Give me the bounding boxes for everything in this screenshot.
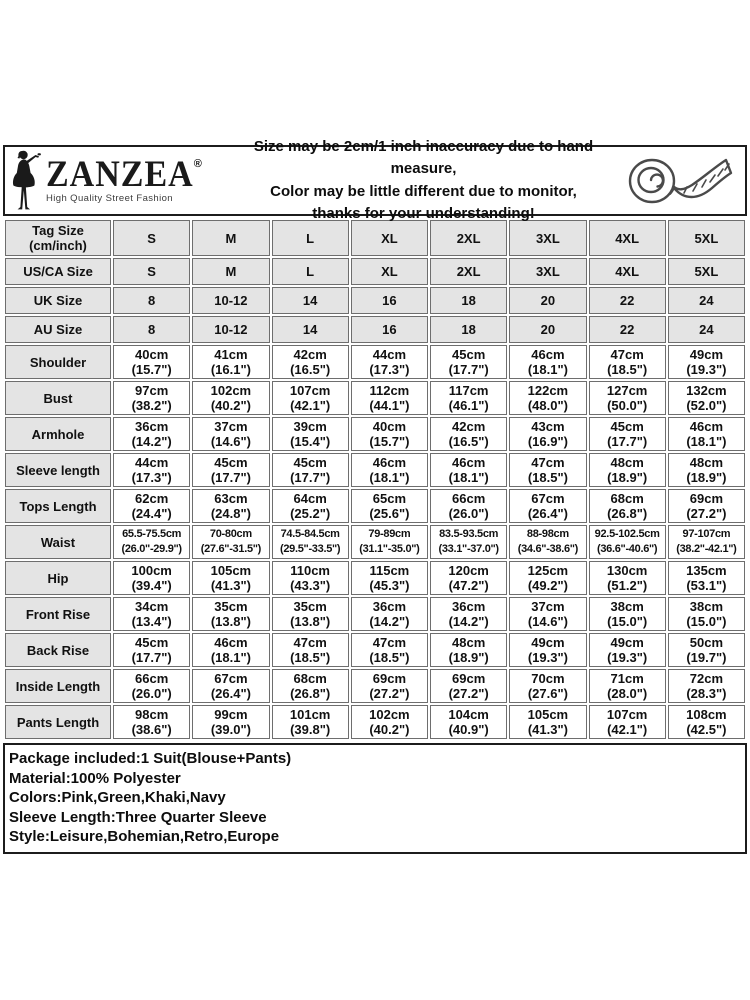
size-cell: 8	[113, 287, 190, 314]
size-cell: 22	[589, 287, 666, 314]
table-row	[5, 287, 745, 314]
size-cell: 100cm (39.4")	[113, 561, 190, 595]
row-label: UK Size	[5, 287, 111, 314]
size-cell: S	[113, 220, 190, 256]
size-cell: 44cm (17.3")	[113, 453, 190, 487]
table-row	[5, 345, 745, 379]
size-cell: 79-89cm (31.1"-35.0")	[351, 525, 428, 559]
table-row	[5, 381, 745, 415]
size-cell: 49cm (19.3")	[589, 633, 666, 667]
row-label: Inside Length	[5, 669, 111, 703]
size-cell: 36cm (14.2")	[113, 417, 190, 451]
size-cell: 47cm (18.5")	[589, 345, 666, 379]
size-cell: 42cm (16.5")	[430, 417, 507, 451]
size-cell: 88-98cm (34.6"-38.6")	[509, 525, 586, 559]
table-row	[5, 417, 745, 451]
size-cell: 5XL	[668, 220, 745, 256]
row-label: Tops Length	[5, 489, 111, 523]
size-cell: 3XL	[509, 258, 586, 285]
registered-mark: ®	[193, 157, 202, 170]
size-cell: 46cm (18.1")	[430, 453, 507, 487]
size-disclaimer	[238, 136, 609, 226]
size-cell: 112cm (44.1")	[351, 381, 428, 415]
size-cell: 4XL	[589, 258, 666, 285]
size-cell: L	[272, 220, 349, 256]
row-label: Back Rise	[5, 633, 111, 667]
size-cell: 132cm (52.0")	[668, 381, 745, 415]
size-cell: 108cm (42.5")	[668, 705, 745, 739]
size-cell: 46cm (18.1")	[351, 453, 428, 487]
size-cell: 14	[272, 287, 349, 314]
table-row	[5, 633, 745, 667]
table-row	[5, 705, 745, 739]
size-cell: 10-12	[192, 316, 269, 343]
size-cell: 122cm (48.0")	[509, 381, 586, 415]
size-cell: 67cm (26.4")	[509, 489, 586, 523]
product-info-line: Sleeve Length:Three Quarter Sleeve	[9, 808, 267, 826]
size-cell: 105cm (41.3")	[192, 561, 269, 595]
size-cell: 2XL	[430, 258, 507, 285]
size-cell: 101cm (39.8")	[272, 705, 349, 739]
size-cell: 104cm (40.9")	[430, 705, 507, 739]
disclaimer-line: Color may be little different due to monitor,	[270, 182, 577, 200]
product-info-line: Package included:1 Suit(Blouse+Pants)	[9, 750, 292, 767]
size-cell: L	[272, 258, 349, 285]
size-cell: 135cm (53.1")	[668, 561, 745, 595]
size-cell: 36cm (14.2")	[430, 597, 507, 631]
row-label: Waist	[5, 525, 111, 559]
size-cell: 48cm (18.9")	[668, 453, 745, 487]
size-cell: 44cm (17.3")	[351, 345, 428, 379]
size-cell: 50cm (19.7")	[668, 633, 745, 667]
size-cell: 34cm (13.4")	[113, 597, 190, 631]
table-row	[5, 258, 745, 285]
size-cell: 69cm (27.2")	[351, 669, 428, 703]
row-label: Tag Size (cm/inch)	[5, 220, 111, 256]
disclaimer-line: thanks for your understanding!	[312, 205, 535, 222]
table-row	[5, 669, 745, 703]
size-cell: 43cm (16.9")	[509, 417, 586, 451]
size-cell: 48cm (18.9")	[430, 633, 507, 667]
size-cell: 68cm (26.8")	[589, 489, 666, 523]
size-cell: 48cm (18.9")	[589, 453, 666, 487]
brand-logo	[5, 150, 238, 212]
row-label: Armhole	[5, 417, 111, 451]
size-cell: 37cm (14.6")	[192, 417, 269, 451]
size-cell: 16	[351, 287, 428, 314]
size-cell: 16	[351, 316, 428, 343]
size-cell: 120cm (47.2")	[430, 561, 507, 595]
row-label: US/CA Size	[5, 258, 111, 285]
size-cell: 92.5-102.5cm (36.6"-40.6")	[589, 525, 666, 559]
size-cell: 130cm (51.2")	[589, 561, 666, 595]
size-cell: 99cm (39.0")	[192, 705, 269, 739]
size-cell: 102cm (40.2")	[192, 381, 269, 415]
table-row	[5, 561, 745, 595]
size-cell: 65cm (25.6")	[351, 489, 428, 523]
size-cell: 2XL	[430, 220, 507, 256]
size-cell: 97-107cm (38.2"-42.1")	[668, 525, 745, 559]
size-cell: 35cm (13.8")	[272, 597, 349, 631]
size-cell: 4XL	[589, 220, 666, 256]
table-row	[5, 597, 745, 631]
size-cell: 20	[509, 316, 586, 343]
brand-text-block	[46, 154, 202, 204]
size-cell: 105cm (41.3")	[509, 705, 586, 739]
size-cell: 70-80cm (27.6"-31.5")	[192, 525, 269, 559]
size-cell: 24	[668, 316, 745, 343]
size-cell: 62cm (24.4")	[113, 489, 190, 523]
size-cell: 127cm (50.0")	[589, 381, 666, 415]
size-cell: 36cm (14.2")	[351, 597, 428, 631]
size-cell: 47cm (18.5")	[272, 633, 349, 667]
size-cell: 117cm (46.1")	[430, 381, 507, 415]
size-cell: 66cm (26.0")	[430, 489, 507, 523]
size-cell: 71cm (28.0")	[589, 669, 666, 703]
size-cell: 69cm (27.2")	[668, 489, 745, 523]
row-label: Pants Length	[5, 705, 111, 739]
size-cell: 66cm (26.0")	[113, 669, 190, 703]
size-cell: 45cm (17.7")	[113, 633, 190, 667]
size-cell: 98cm (38.6")	[113, 705, 190, 739]
size-cell: 102cm (40.2")	[351, 705, 428, 739]
size-cell: 68cm (26.8")	[272, 669, 349, 703]
size-cell: 46cm (18.1")	[668, 417, 745, 451]
size-cell: 41cm (16.1")	[192, 345, 269, 379]
fashion-woman-icon	[10, 150, 44, 212]
size-cell: 72cm (28.3")	[668, 669, 745, 703]
size-cell: 64cm (25.2")	[272, 489, 349, 523]
product-info-line: Colors:Pink,Green,Khaki,Navy	[9, 789, 226, 806]
size-cell: 46cm (18.1")	[192, 633, 269, 667]
size-cell: XL	[351, 220, 428, 256]
size-cell: 3XL	[509, 220, 586, 256]
size-cell: 47cm (18.5")	[351, 633, 428, 667]
size-cell: 83.5-93.5cm (33.1"-37.0")	[430, 525, 507, 559]
size-cell: 8	[113, 316, 190, 343]
size-cell: 46cm (18.1")	[509, 345, 586, 379]
size-cell: 42cm (16.5")	[272, 345, 349, 379]
size-cell: 49cm (19.3")	[668, 345, 745, 379]
size-cell: 20	[509, 287, 586, 314]
size-cell: S	[113, 258, 190, 285]
size-cell: 69cm (27.2")	[430, 669, 507, 703]
brand-tagline: High Quality Street Fashion	[46, 192, 173, 204]
size-cell: 38cm (15.0")	[589, 597, 666, 631]
size-cell: 107cm (42.1")	[272, 381, 349, 415]
size-cell: XL	[351, 258, 428, 285]
row-label: Shoulder	[5, 345, 111, 379]
size-cell: 22	[589, 316, 666, 343]
measuring-tape-icon	[609, 150, 745, 212]
size-cell: 125cm (49.2")	[509, 561, 586, 595]
row-label: AU Size	[5, 316, 111, 343]
row-label: Sleeve length	[5, 453, 111, 487]
size-cell: 110cm (43.3")	[272, 561, 349, 595]
table-row	[5, 453, 745, 487]
row-label: Bust	[5, 381, 111, 415]
row-label: Front Rise	[5, 597, 111, 631]
size-cell: 67cm (26.4")	[192, 669, 269, 703]
size-table	[3, 218, 747, 741]
size-cell: 14	[272, 316, 349, 343]
size-cell: 40cm (15.7")	[113, 345, 190, 379]
size-cell: 115cm (45.3")	[351, 561, 428, 595]
size-cell: 18	[430, 287, 507, 314]
disclaimer-line: Size may be 2cm/1 inch inaccuracy due to hand measure,	[253, 137, 594, 177]
product-info-box	[3, 743, 747, 854]
size-cell: M	[192, 258, 269, 285]
product-info-line: Material:100% Polyester	[9, 769, 181, 787]
size-cell: 40cm (15.7")	[351, 417, 428, 451]
size-cell: 45cm (17.7")	[272, 453, 349, 487]
size-cell: 35cm (13.8")	[192, 597, 269, 631]
size-cell: 5XL	[668, 258, 745, 285]
size-cell: 107cm (42.1")	[589, 705, 666, 739]
size-cell: 37cm (14.6")	[509, 597, 586, 631]
table-row	[5, 489, 745, 523]
brand-name: ZANZEA	[46, 154, 194, 195]
size-cell: 10-12	[192, 287, 269, 314]
table-row	[5, 316, 745, 343]
size-cell: 18	[430, 316, 507, 343]
size-cell: 45cm (17.7")	[430, 345, 507, 379]
product-info-line: Style:Leisure,Bohemian,Retro,Europe	[9, 828, 280, 845]
size-cell: 70cm (27.6")	[509, 669, 586, 703]
size-cell: 45cm (17.7")	[589, 417, 666, 451]
table-row	[5, 525, 745, 559]
size-cell: 38cm (15.0")	[668, 597, 745, 631]
size-cell: 63cm (24.8")	[192, 489, 269, 523]
size-cell: 74.5-84.5cm (29.5"-33.5")	[272, 525, 349, 559]
row-label: Hip	[5, 561, 111, 595]
header-box	[3, 137, 747, 222]
size-cell: 47cm (18.5")	[509, 453, 586, 487]
size-cell: 65.5-75.5cm (26.0"-29.9")	[113, 525, 190, 559]
size-cell: 24	[668, 287, 745, 314]
size-cell: 45cm (17.7")	[192, 453, 269, 487]
size-cell: M	[192, 220, 269, 256]
size-cell: 49cm (19.3")	[509, 633, 586, 667]
size-cell: 39cm (15.4")	[272, 417, 349, 451]
size-cell: 97cm (38.2")	[113, 381, 190, 415]
